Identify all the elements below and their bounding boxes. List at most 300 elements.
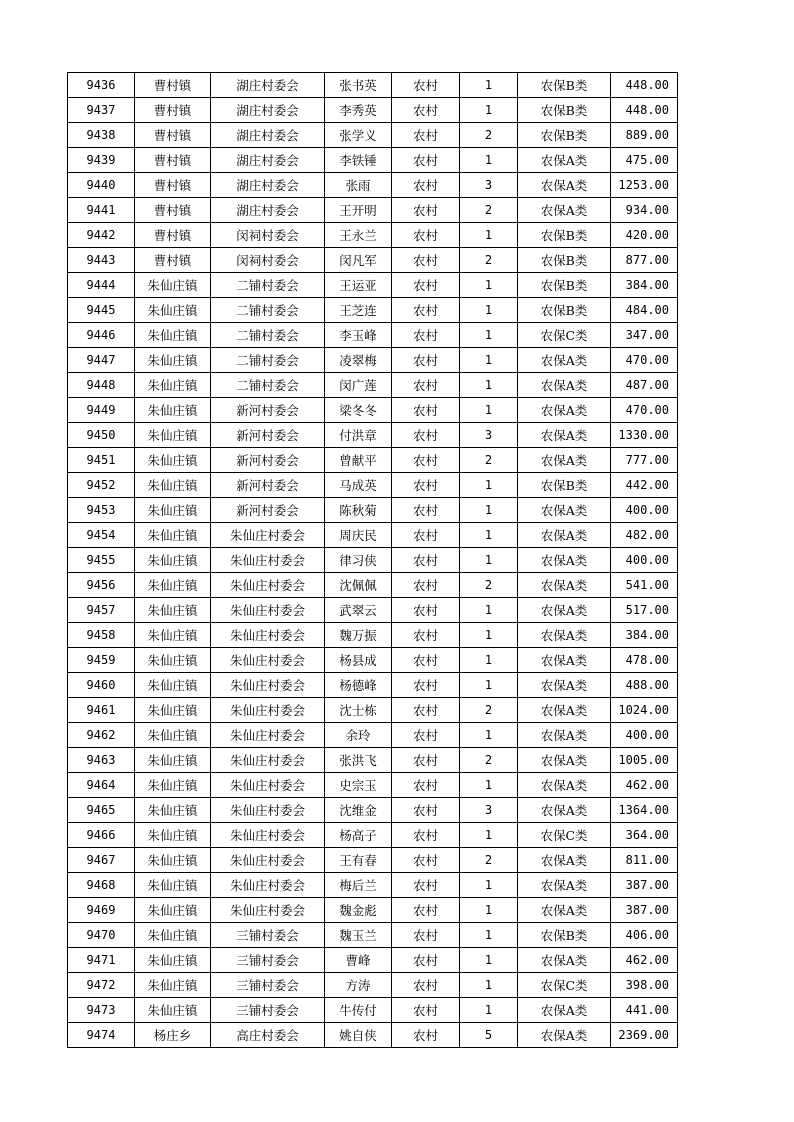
village-committee-cell: 闵祠村委会 xyxy=(211,223,325,248)
member-count-cell: 1 xyxy=(460,348,518,373)
household-type-cell: 农村 xyxy=(392,698,460,723)
member-count-cell: 1 xyxy=(460,298,518,323)
household-type-cell: 农村 xyxy=(392,873,460,898)
household-type-cell: 农村 xyxy=(392,823,460,848)
table-row xyxy=(68,273,678,298)
table-row xyxy=(68,723,678,748)
table-row xyxy=(68,398,678,423)
row-index-cell: 9440 xyxy=(68,173,135,198)
category-cell: 农保A类 xyxy=(518,148,611,173)
household-type-cell: 农村 xyxy=(392,673,460,698)
amount-cell: 387.00 xyxy=(611,898,678,923)
row-index-cell: 9461 xyxy=(68,698,135,723)
row-index-cell: 9436 xyxy=(68,73,135,98)
amount-cell: 387.00 xyxy=(611,873,678,898)
member-count-cell: 1 xyxy=(460,98,518,123)
household-type-cell: 农村 xyxy=(392,723,460,748)
household-type-cell: 农村 xyxy=(392,423,460,448)
category-cell: 农保A类 xyxy=(518,598,611,623)
category-cell: 农保A类 xyxy=(518,798,611,823)
town-cell: 朱仙庄镇 xyxy=(135,723,211,748)
member-count-cell: 2 xyxy=(460,573,518,598)
table-row xyxy=(68,448,678,473)
household-type-cell: 农村 xyxy=(392,523,460,548)
member-count-cell: 1 xyxy=(460,898,518,923)
amount-cell: 482.00 xyxy=(611,523,678,548)
category-cell: 农保A类 xyxy=(518,573,611,598)
category-cell: 农保B类 xyxy=(518,923,611,948)
name-cell: 魏万振 xyxy=(325,623,392,648)
amount-cell: 811.00 xyxy=(611,848,678,873)
village-committee-cell: 朱仙庄村委会 xyxy=(211,898,325,923)
category-cell: 农保B类 xyxy=(518,73,611,98)
name-cell: 方涛 xyxy=(325,973,392,998)
village-committee-cell: 朱仙庄村委会 xyxy=(211,748,325,773)
amount-cell: 484.00 xyxy=(611,298,678,323)
town-cell: 朱仙庄镇 xyxy=(135,523,211,548)
member-count-cell: 1 xyxy=(460,773,518,798)
member-count-cell: 1 xyxy=(460,623,518,648)
name-cell: 付洪章 xyxy=(325,423,392,448)
category-cell: 农保B类 xyxy=(518,223,611,248)
household-type-cell: 农村 xyxy=(392,323,460,348)
category-cell: 农保A类 xyxy=(518,498,611,523)
category-cell: 农保A类 xyxy=(518,423,611,448)
member-count-cell: 1 xyxy=(460,373,518,398)
village-committee-cell: 湖庄村委会 xyxy=(211,73,325,98)
table-row xyxy=(68,998,678,1023)
name-cell: 姚自侠 xyxy=(325,1023,392,1048)
village-committee-cell: 朱仙庄村委会 xyxy=(211,673,325,698)
table-row xyxy=(68,473,678,498)
table-row xyxy=(68,73,678,98)
member-count-cell: 2 xyxy=(460,748,518,773)
household-type-cell: 农村 xyxy=(392,648,460,673)
member-count-cell: 5 xyxy=(460,1023,518,1048)
town-cell: 朱仙庄镇 xyxy=(135,798,211,823)
category-cell: 农保A类 xyxy=(518,1023,611,1048)
table-row xyxy=(68,348,678,373)
table-row xyxy=(68,673,678,698)
amount-cell: 400.00 xyxy=(611,723,678,748)
village-committee-cell: 湖庄村委会 xyxy=(211,173,325,198)
table-row xyxy=(68,223,678,248)
town-cell: 朱仙庄镇 xyxy=(135,623,211,648)
amount-cell: 441.00 xyxy=(611,998,678,1023)
town-cell: 曹村镇 xyxy=(135,123,211,148)
household-type-cell: 农村 xyxy=(392,298,460,323)
village-committee-cell: 朱仙庄村委会 xyxy=(211,598,325,623)
village-committee-cell: 湖庄村委会 xyxy=(211,198,325,223)
row-index-cell: 9467 xyxy=(68,848,135,873)
category-cell: 农保A类 xyxy=(518,348,611,373)
name-cell: 曹峰 xyxy=(325,948,392,973)
row-index-cell: 9474 xyxy=(68,1023,135,1048)
name-cell: 李秀英 xyxy=(325,98,392,123)
village-committee-cell: 二铺村委会 xyxy=(211,273,325,298)
table-row xyxy=(68,798,678,823)
village-committee-cell: 新河村委会 xyxy=(211,498,325,523)
name-cell: 张学义 xyxy=(325,123,392,148)
row-index-cell: 9447 xyxy=(68,348,135,373)
name-cell: 张雨 xyxy=(325,173,392,198)
category-cell: 农保A类 xyxy=(518,623,611,648)
name-cell: 梅后兰 xyxy=(325,873,392,898)
amount-cell: 448.00 xyxy=(611,98,678,123)
table-row xyxy=(68,148,678,173)
household-type-cell: 农村 xyxy=(392,448,460,473)
amount-cell: 1024.00 xyxy=(611,698,678,723)
amount-cell: 487.00 xyxy=(611,373,678,398)
member-count-cell: 3 xyxy=(460,173,518,198)
row-index-cell: 9439 xyxy=(68,148,135,173)
town-cell: 朱仙庄镇 xyxy=(135,648,211,673)
town-cell: 曹村镇 xyxy=(135,223,211,248)
household-type-cell: 农村 xyxy=(392,548,460,573)
row-index-cell: 9473 xyxy=(68,998,135,1023)
category-cell: 农保A类 xyxy=(518,773,611,798)
category-cell: 农保A类 xyxy=(518,648,611,673)
category-cell: 农保A类 xyxy=(518,748,611,773)
row-index-cell: 9460 xyxy=(68,673,135,698)
category-cell: 农保B类 xyxy=(518,98,611,123)
table-row xyxy=(68,198,678,223)
name-cell: 魏金彪 xyxy=(325,898,392,923)
name-cell: 李玉峰 xyxy=(325,323,392,348)
row-index-cell: 9444 xyxy=(68,273,135,298)
row-index-cell: 9471 xyxy=(68,948,135,973)
table-row xyxy=(68,423,678,448)
household-type-cell: 农村 xyxy=(392,948,460,973)
household-type-cell: 农村 xyxy=(392,198,460,223)
amount-cell: 364.00 xyxy=(611,823,678,848)
row-index-cell: 9462 xyxy=(68,723,135,748)
table-row xyxy=(68,123,678,148)
row-index-cell: 9466 xyxy=(68,823,135,848)
category-cell: 农保A类 xyxy=(518,898,611,923)
table-row xyxy=(68,598,678,623)
name-cell: 王运亚 xyxy=(325,273,392,298)
row-index-cell: 9458 xyxy=(68,623,135,648)
amount-cell: 488.00 xyxy=(611,673,678,698)
town-cell: 朱仙庄镇 xyxy=(135,748,211,773)
row-index-cell: 9449 xyxy=(68,398,135,423)
household-type-cell: 农村 xyxy=(392,473,460,498)
name-cell: 曾献平 xyxy=(325,448,392,473)
category-cell: 农保A类 xyxy=(518,673,611,698)
table-row xyxy=(68,898,678,923)
village-committee-cell: 朱仙庄村委会 xyxy=(211,823,325,848)
member-count-cell: 1 xyxy=(460,673,518,698)
household-type-cell: 农村 xyxy=(392,973,460,998)
household-type-cell: 农村 xyxy=(392,398,460,423)
table-row xyxy=(68,573,678,598)
amount-cell: 1005.00 xyxy=(611,748,678,773)
household-type-cell: 农村 xyxy=(392,798,460,823)
household-type-cell: 农村 xyxy=(392,273,460,298)
town-cell: 朱仙庄镇 xyxy=(135,823,211,848)
village-committee-cell: 三铺村委会 xyxy=(211,948,325,973)
name-cell: 马成英 xyxy=(325,473,392,498)
amount-cell: 1330.00 xyxy=(611,423,678,448)
town-cell: 朱仙庄镇 xyxy=(135,498,211,523)
village-committee-cell: 朱仙庄村委会 xyxy=(211,648,325,673)
village-committee-cell: 新河村委会 xyxy=(211,448,325,473)
household-type-cell: 农村 xyxy=(392,498,460,523)
town-cell: 朱仙庄镇 xyxy=(135,373,211,398)
table-row xyxy=(68,873,678,898)
member-count-cell: 1 xyxy=(460,923,518,948)
town-cell: 曹村镇 xyxy=(135,198,211,223)
table-row xyxy=(68,823,678,848)
village-committee-cell: 三铺村委会 xyxy=(211,923,325,948)
member-count-cell: 3 xyxy=(460,423,518,448)
row-index-cell: 9443 xyxy=(68,248,135,273)
table-row xyxy=(68,698,678,723)
amount-cell: 889.00 xyxy=(611,123,678,148)
village-committee-cell: 湖庄村委会 xyxy=(211,148,325,173)
household-type-cell: 农村 xyxy=(392,1023,460,1048)
name-cell: 杨高子 xyxy=(325,823,392,848)
village-committee-cell: 二铺村委会 xyxy=(211,373,325,398)
town-cell: 朱仙庄镇 xyxy=(135,423,211,448)
relief-roster-table xyxy=(67,72,678,1048)
member-count-cell: 1 xyxy=(460,148,518,173)
village-committee-cell: 朱仙庄村委会 xyxy=(211,873,325,898)
category-cell: 农保C类 xyxy=(518,323,611,348)
category-cell: 农保A类 xyxy=(518,398,611,423)
table-row xyxy=(68,948,678,973)
amount-cell: 541.00 xyxy=(611,573,678,598)
category-cell: 农保A类 xyxy=(518,548,611,573)
table-row xyxy=(68,923,678,948)
row-index-cell: 9455 xyxy=(68,548,135,573)
name-cell: 梁冬冬 xyxy=(325,398,392,423)
town-cell: 朱仙庄镇 xyxy=(135,548,211,573)
row-index-cell: 9451 xyxy=(68,448,135,473)
row-index-cell: 9457 xyxy=(68,598,135,623)
name-cell: 闵广莲 xyxy=(325,373,392,398)
category-cell: 农保A类 xyxy=(518,198,611,223)
name-cell: 张洪飞 xyxy=(325,748,392,773)
table-row xyxy=(68,973,678,998)
table-row xyxy=(68,98,678,123)
row-index-cell: 9452 xyxy=(68,473,135,498)
town-cell: 朱仙庄镇 xyxy=(135,948,211,973)
table-row xyxy=(68,298,678,323)
town-cell: 朱仙庄镇 xyxy=(135,698,211,723)
category-cell: 农保A类 xyxy=(518,848,611,873)
town-cell: 曹村镇 xyxy=(135,248,211,273)
name-cell: 李铁锤 xyxy=(325,148,392,173)
row-index-cell: 9438 xyxy=(68,123,135,148)
row-index-cell: 9459 xyxy=(68,648,135,673)
category-cell: 农保B类 xyxy=(518,273,611,298)
category-cell: 农保A类 xyxy=(518,373,611,398)
row-index-cell: 9453 xyxy=(68,498,135,523)
amount-cell: 384.00 xyxy=(611,273,678,298)
name-cell: 杨德峰 xyxy=(325,673,392,698)
household-type-cell: 农村 xyxy=(392,123,460,148)
village-committee-cell: 朱仙庄村委会 xyxy=(211,848,325,873)
town-cell: 朱仙庄镇 xyxy=(135,473,211,498)
amount-cell: 475.00 xyxy=(611,148,678,173)
name-cell: 余玲 xyxy=(325,723,392,748)
village-committee-cell: 新河村委会 xyxy=(211,423,325,448)
amount-cell: 462.00 xyxy=(611,948,678,973)
household-type-cell: 农村 xyxy=(392,598,460,623)
household-type-cell: 农村 xyxy=(392,248,460,273)
village-committee-cell: 朱仙庄村委会 xyxy=(211,723,325,748)
town-cell: 曹村镇 xyxy=(135,73,211,98)
household-type-cell: 农村 xyxy=(392,223,460,248)
town-cell: 朱仙庄镇 xyxy=(135,348,211,373)
member-count-cell: 1 xyxy=(460,823,518,848)
amount-cell: 470.00 xyxy=(611,348,678,373)
household-type-cell: 农村 xyxy=(392,373,460,398)
amount-cell: 400.00 xyxy=(611,548,678,573)
row-index-cell: 9441 xyxy=(68,198,135,223)
amount-cell: 462.00 xyxy=(611,773,678,798)
town-cell: 曹村镇 xyxy=(135,173,211,198)
row-index-cell: 9468 xyxy=(68,873,135,898)
category-cell: 农保B类 xyxy=(518,248,611,273)
town-cell: 朱仙庄镇 xyxy=(135,973,211,998)
village-committee-cell: 二铺村委会 xyxy=(211,348,325,373)
household-type-cell: 农村 xyxy=(392,623,460,648)
member-count-cell: 1 xyxy=(460,648,518,673)
category-cell: 农保B类 xyxy=(518,123,611,148)
name-cell: 王有春 xyxy=(325,848,392,873)
member-count-cell: 2 xyxy=(460,448,518,473)
village-committee-cell: 三铺村委会 xyxy=(211,973,325,998)
member-count-cell: 1 xyxy=(460,523,518,548)
amount-cell: 777.00 xyxy=(611,448,678,473)
town-cell: 朱仙庄镇 xyxy=(135,573,211,598)
row-index-cell: 9465 xyxy=(68,798,135,823)
town-cell: 朱仙庄镇 xyxy=(135,273,211,298)
amount-cell: 448.00 xyxy=(611,73,678,98)
member-count-cell: 2 xyxy=(460,123,518,148)
row-index-cell: 9448 xyxy=(68,373,135,398)
household-type-cell: 农村 xyxy=(392,773,460,798)
category-cell: 农保B类 xyxy=(518,298,611,323)
amount-cell: 877.00 xyxy=(611,248,678,273)
table-row xyxy=(68,623,678,648)
member-count-cell: 1 xyxy=(460,473,518,498)
amount-cell: 478.00 xyxy=(611,648,678,673)
household-type-cell: 农村 xyxy=(392,848,460,873)
name-cell: 律习侠 xyxy=(325,548,392,573)
row-index-cell: 9470 xyxy=(68,923,135,948)
amount-cell: 398.00 xyxy=(611,973,678,998)
household-type-cell: 农村 xyxy=(392,998,460,1023)
member-count-cell: 1 xyxy=(460,873,518,898)
town-cell: 朱仙庄镇 xyxy=(135,323,211,348)
village-committee-cell: 高庄村委会 xyxy=(211,1023,325,1048)
name-cell: 魏玉兰 xyxy=(325,923,392,948)
category-cell: 农保B类 xyxy=(518,473,611,498)
category-cell: 农保A类 xyxy=(518,523,611,548)
village-committee-cell: 朱仙庄村委会 xyxy=(211,573,325,598)
amount-cell: 406.00 xyxy=(611,923,678,948)
village-committee-cell: 二铺村委会 xyxy=(211,298,325,323)
town-cell: 曹村镇 xyxy=(135,148,211,173)
name-cell: 凌翠梅 xyxy=(325,348,392,373)
amount-cell: 1253.00 xyxy=(611,173,678,198)
village-committee-cell: 闵祠村委会 xyxy=(211,248,325,273)
name-cell: 牛传付 xyxy=(325,998,392,1023)
table-row xyxy=(68,1023,678,1048)
member-count-cell: 1 xyxy=(460,223,518,248)
category-cell: 农保A类 xyxy=(518,698,611,723)
village-committee-cell: 二铺村委会 xyxy=(211,323,325,348)
town-cell: 朱仙庄镇 xyxy=(135,398,211,423)
name-cell: 王开明 xyxy=(325,198,392,223)
town-cell: 杨庄乡 xyxy=(135,1023,211,1048)
member-count-cell: 2 xyxy=(460,698,518,723)
amount-cell: 2369.00 xyxy=(611,1023,678,1048)
village-committee-cell: 新河村委会 xyxy=(211,398,325,423)
amount-cell: 442.00 xyxy=(611,473,678,498)
village-committee-cell: 新河村委会 xyxy=(211,473,325,498)
amount-cell: 420.00 xyxy=(611,223,678,248)
village-committee-cell: 朱仙庄村委会 xyxy=(211,698,325,723)
household-type-cell: 农村 xyxy=(392,898,460,923)
row-index-cell: 9464 xyxy=(68,773,135,798)
household-type-cell: 农村 xyxy=(392,148,460,173)
name-cell: 周庆民 xyxy=(325,523,392,548)
town-cell: 曹村镇 xyxy=(135,98,211,123)
name-cell: 沈佩佩 xyxy=(325,573,392,598)
village-committee-cell: 朱仙庄村委会 xyxy=(211,798,325,823)
town-cell: 朱仙庄镇 xyxy=(135,673,211,698)
name-cell: 史宗玉 xyxy=(325,773,392,798)
row-index-cell: 9469 xyxy=(68,898,135,923)
name-cell: 王永兰 xyxy=(325,223,392,248)
amount-cell: 470.00 xyxy=(611,398,678,423)
table-row xyxy=(68,173,678,198)
household-type-cell: 农村 xyxy=(392,348,460,373)
category-cell: 农保A类 xyxy=(518,998,611,1023)
town-cell: 朱仙庄镇 xyxy=(135,773,211,798)
table-row xyxy=(68,523,678,548)
member-count-cell: 1 xyxy=(460,323,518,348)
name-cell: 沈维金 xyxy=(325,798,392,823)
table-row xyxy=(68,498,678,523)
member-count-cell: 1 xyxy=(460,998,518,1023)
table-row xyxy=(68,373,678,398)
row-index-cell: 9463 xyxy=(68,748,135,773)
member-count-cell: 1 xyxy=(460,973,518,998)
row-index-cell: 9437 xyxy=(68,98,135,123)
amount-cell: 347.00 xyxy=(611,323,678,348)
row-index-cell: 9456 xyxy=(68,573,135,598)
amount-cell: 384.00 xyxy=(611,623,678,648)
category-cell: 农保C类 xyxy=(518,823,611,848)
member-count-cell: 1 xyxy=(460,948,518,973)
village-committee-cell: 朱仙庄村委会 xyxy=(211,523,325,548)
table-row xyxy=(68,848,678,873)
village-committee-cell: 三铺村委会 xyxy=(211,998,325,1023)
row-index-cell: 9454 xyxy=(68,523,135,548)
village-committee-cell: 朱仙庄村委会 xyxy=(211,548,325,573)
table-row xyxy=(68,748,678,773)
member-count-cell: 1 xyxy=(460,73,518,98)
category-cell: 农保A类 xyxy=(518,948,611,973)
table-row xyxy=(68,548,678,573)
household-type-cell: 农村 xyxy=(392,573,460,598)
